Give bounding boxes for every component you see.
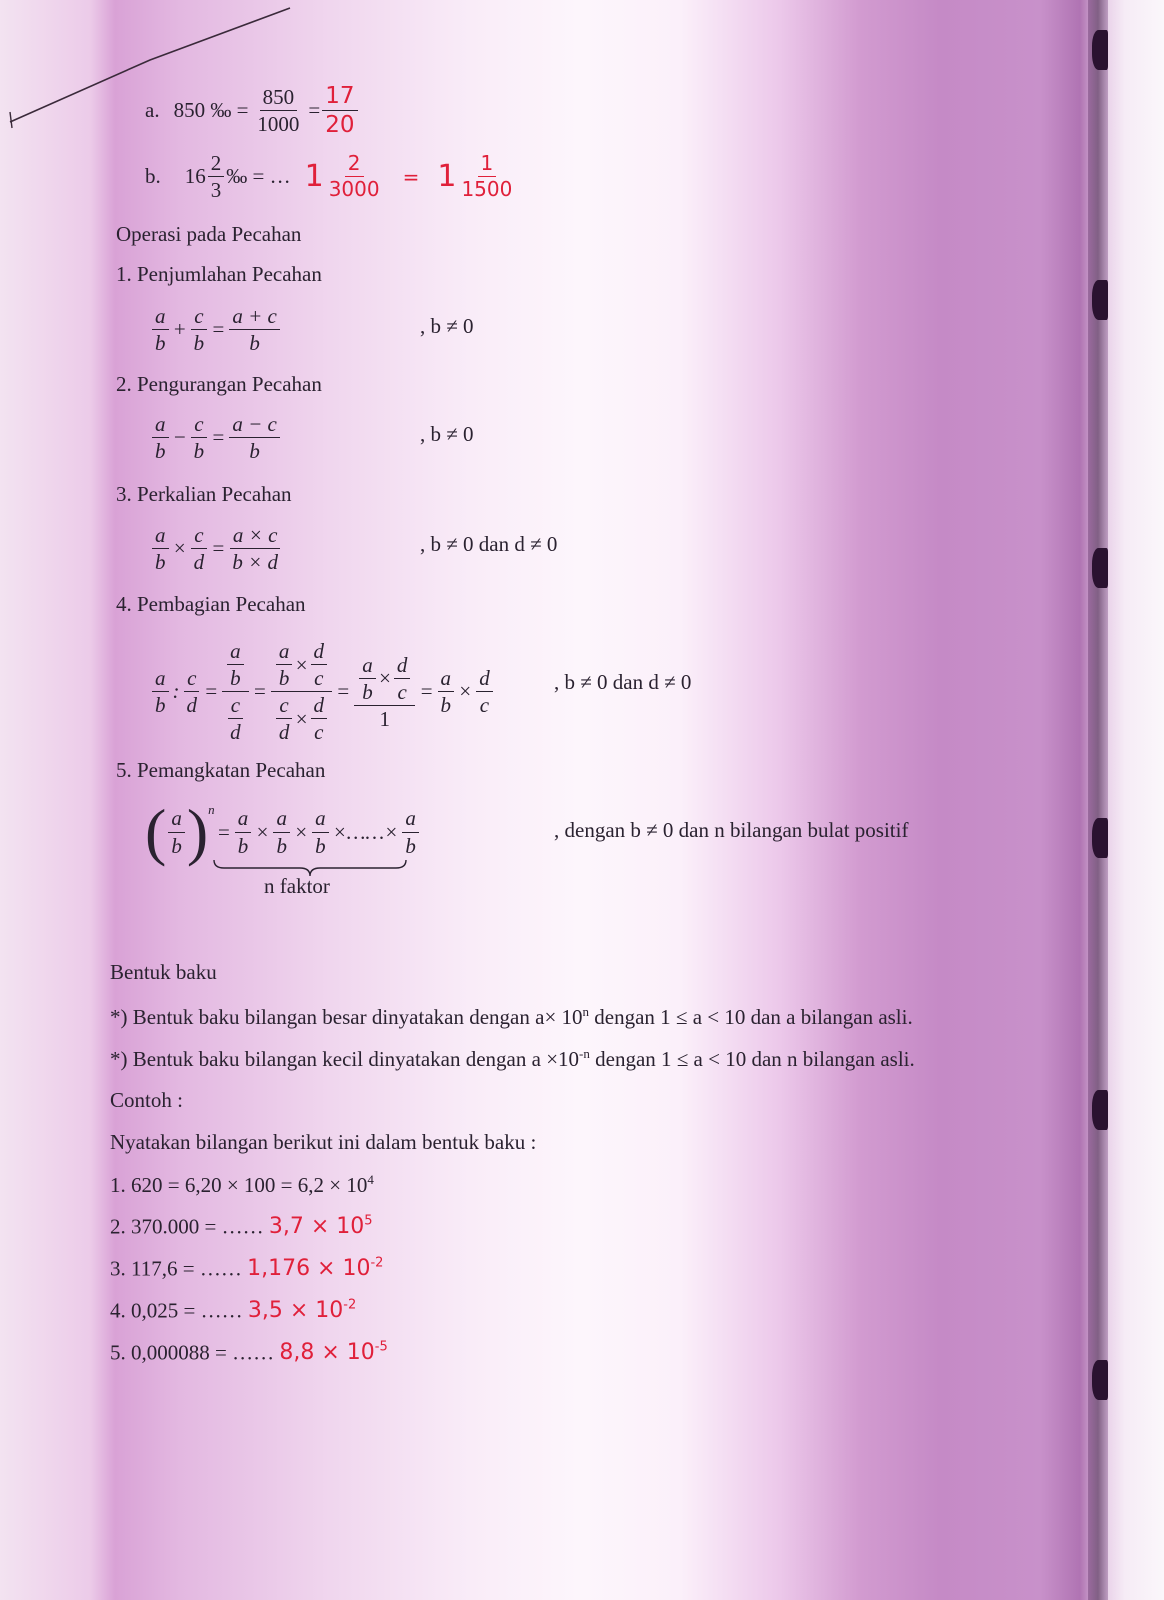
f-d: d bbox=[278, 720, 290, 745]
f-a: a bbox=[273, 807, 290, 832]
item-b-ans2-num: 1 bbox=[478, 153, 497, 177]
bentuk-line1-c: dengan 1 ≤ a < 10 dan a bilangan asli. bbox=[589, 1005, 913, 1029]
item-b bbox=[145, 152, 517, 201]
item-b-den: 3 bbox=[210, 178, 222, 203]
example-2-answer-sup: 5 bbox=[364, 1214, 373, 1229]
bentuk-line2 bbox=[110, 1046, 915, 1072]
binder-hole-5 bbox=[1092, 1090, 1108, 1130]
f-times: × bbox=[172, 536, 187, 561]
op3-cond: , b ≠ 0 dan d ≠ 0 bbox=[420, 532, 558, 556]
op5-formula bbox=[145, 796, 421, 867]
example-1-sup: 4 bbox=[367, 1172, 374, 1187]
f-d: d bbox=[394, 654, 411, 679]
f-minus: − bbox=[172, 425, 187, 450]
item-a-label: a. bbox=[145, 98, 160, 123]
f-eq: = bbox=[211, 536, 226, 561]
item-b-ans1-den: 3000 bbox=[328, 177, 380, 202]
example-1 bbox=[110, 1172, 374, 1198]
f-b: b bbox=[237, 833, 249, 858]
item-a-num: 850 bbox=[260, 86, 298, 111]
item-b-num: 2 bbox=[208, 152, 225, 177]
f-a: a bbox=[227, 640, 244, 665]
binder-hole-4 bbox=[1092, 818, 1108, 858]
example-1-q: 1. 620 = 6,20 × 100 = 6,2 × 10 bbox=[110, 1173, 368, 1197]
example-3-q: 3. 117,6 = …… bbox=[110, 1256, 242, 1281]
f-a: a bbox=[312, 807, 329, 832]
example-3-answer-sup: -2 bbox=[370, 1256, 384, 1271]
f-c: c bbox=[184, 667, 199, 692]
f-a: a bbox=[276, 640, 293, 665]
example-2 bbox=[110, 1214, 373, 1239]
f-eq: = bbox=[211, 425, 226, 450]
f-c: c bbox=[191, 524, 206, 549]
op2-cond: , b ≠ 0 bbox=[420, 422, 474, 446]
binder-hole-1 bbox=[1092, 30, 1108, 70]
f-times: × bbox=[293, 819, 309, 844]
example-5-answer-sup: -5 bbox=[374, 1340, 388, 1355]
f-a: a bbox=[359, 654, 376, 679]
example-4-answer: 3,5 × 10 bbox=[247, 1298, 344, 1324]
example-2-q: 2. 370.000 = …… bbox=[110, 1214, 264, 1239]
f-b: b bbox=[249, 439, 260, 464]
f-a: a bbox=[438, 667, 455, 692]
bentuk-line1 bbox=[110, 1004, 913, 1030]
item-a bbox=[145, 84, 360, 137]
bentuk-line1-a: *) Bentuk baku bilangan besar dinyatakan dengan a bbox=[110, 1005, 545, 1029]
f-d: d bbox=[230, 720, 241, 745]
example-3 bbox=[110, 1256, 383, 1281]
f-a: a bbox=[152, 667, 169, 692]
f-eq: = bbox=[216, 819, 231, 844]
op1-formula bbox=[150, 305, 282, 354]
f-b: b bbox=[278, 666, 290, 691]
example-4-q: 4. 0,025 = …… bbox=[110, 1298, 243, 1323]
f-a: a bbox=[402, 807, 419, 832]
f-c: c bbox=[191, 305, 206, 330]
f-one: 1 bbox=[379, 706, 391, 731]
f-b: b bbox=[193, 331, 205, 356]
f-d: d bbox=[193, 550, 205, 575]
op4-cond: , b ≠ 0 dan d ≠ 0 bbox=[554, 670, 692, 694]
bentuk-line2-a: *) Bentuk baku bilangan kecil dinyatakan dengan a bbox=[110, 1047, 547, 1071]
f-b: b bbox=[171, 833, 182, 858]
f-d: d bbox=[311, 694, 328, 719]
item-b-tail: ‰ = … bbox=[226, 164, 291, 189]
op1-title: 1. Penjumlahan Pecahan bbox=[116, 262, 322, 286]
f-b: b bbox=[155, 331, 166, 356]
f-c: c bbox=[191, 413, 206, 438]
contoh-label: Contoh : bbox=[110, 1088, 183, 1112]
example-4 bbox=[110, 1298, 356, 1323]
f-diff-num: a − c bbox=[229, 413, 280, 438]
item-a-answer-den: 20 bbox=[325, 112, 355, 139]
example-4-answer-sup: -2 bbox=[343, 1298, 357, 1313]
item-a-eq: = bbox=[308, 98, 321, 123]
f-prod-den: b × d bbox=[232, 550, 279, 575]
brace-label: n faktor bbox=[264, 874, 330, 898]
f-b: b bbox=[362, 679, 373, 704]
f-b: b bbox=[155, 693, 166, 718]
f-times: × bbox=[255, 819, 270, 844]
op4-title: 4. Pembagian Pecahan bbox=[116, 592, 306, 616]
f-c: c bbox=[228, 694, 243, 719]
f-plus: + bbox=[172, 317, 187, 342]
binder-hole-3 bbox=[1092, 548, 1108, 588]
example-5-q: 5. 0,000088 = …… bbox=[110, 1340, 275, 1365]
example-3-answer: 1,176 × 10 bbox=[247, 1256, 371, 1282]
bentuk-line2-sup: -n bbox=[579, 1046, 590, 1061]
heading-operasi: Operasi pada Pecahan bbox=[116, 222, 302, 246]
op2-formula bbox=[150, 413, 282, 462]
item-b-ans1-num: 2 bbox=[345, 153, 364, 177]
f-times: × bbox=[458, 679, 473, 704]
op4-formula bbox=[150, 640, 495, 743]
f-b: b bbox=[405, 833, 416, 858]
op5-cond: , dengan b ≠ 0 dan n bilangan bulat positif bbox=[554, 818, 909, 842]
f-c: c bbox=[276, 694, 291, 719]
f-d: d bbox=[186, 693, 197, 718]
op5-title: 5. Pemangkatan Pecahan bbox=[116, 758, 326, 782]
item-b-label: b. bbox=[145, 164, 161, 189]
f-eq: = bbox=[204, 679, 219, 704]
f-a: a bbox=[152, 524, 169, 549]
example-5-answer: 8,8 × 10 bbox=[279, 1340, 375, 1366]
op1-cond: , b ≠ 0 bbox=[420, 314, 474, 338]
f-c: c bbox=[397, 679, 407, 704]
f-eq: = bbox=[419, 679, 434, 704]
item-a-den: 1000 bbox=[257, 112, 300, 137]
f-exponent-n: n bbox=[208, 802, 215, 817]
paren-right: ) bbox=[186, 796, 209, 867]
f-colon: : bbox=[172, 679, 180, 704]
instruction: Nyatakan bilangan berikut ini dalam bentuk baku : bbox=[110, 1130, 537, 1154]
example-5 bbox=[110, 1340, 388, 1365]
f-b: b bbox=[440, 693, 452, 718]
op3-formula bbox=[150, 524, 283, 573]
item-b-whole: 16 bbox=[184, 164, 206, 189]
f-times: × bbox=[294, 706, 309, 731]
paren-left: ( bbox=[145, 796, 167, 867]
f-d: d bbox=[476, 667, 493, 692]
f-dots: ×……× bbox=[332, 819, 399, 844]
binder-hole-6 bbox=[1092, 1360, 1108, 1400]
f-times: × bbox=[377, 666, 392, 691]
f-eq: = bbox=[252, 679, 267, 704]
bentuk-line2-c: dengan 1 ≤ a < 10 dan n bilangan asli. bbox=[589, 1047, 915, 1071]
f-times: × bbox=[294, 652, 309, 677]
op3-title: 3. Perkalian Pecahan bbox=[116, 482, 292, 506]
f-b: b bbox=[193, 439, 205, 464]
f-b: b bbox=[155, 550, 166, 575]
op2-title: 2. Pengurangan Pecahan bbox=[116, 372, 322, 396]
bentuk-line2-b: ×10 bbox=[546, 1047, 580, 1071]
item-a-left: 850 ‰ = bbox=[173, 98, 249, 123]
f-a: a bbox=[235, 807, 252, 832]
f-c: c bbox=[314, 720, 324, 745]
bentuk-heading: Bentuk baku bbox=[110, 960, 217, 984]
f-b: b bbox=[230, 666, 241, 691]
bentuk-line1-sup: n bbox=[582, 1004, 590, 1019]
bentuk-line1-b: × 10 bbox=[544, 1005, 583, 1029]
f-b: b bbox=[315, 833, 326, 858]
f-b: b bbox=[276, 833, 287, 858]
f-b: b bbox=[249, 331, 260, 356]
binder-hole-2 bbox=[1092, 280, 1108, 320]
f-d: d bbox=[311, 640, 328, 665]
item-b-ans2-whole: 1 bbox=[437, 159, 457, 195]
item-a-answer-num: 17 bbox=[322, 84, 357, 111]
f-eq: = bbox=[211, 317, 226, 342]
item-b-ans-eq: = bbox=[402, 164, 420, 189]
f-c: c bbox=[314, 666, 324, 691]
f-a: a bbox=[152, 305, 169, 330]
f-a: a bbox=[168, 807, 185, 832]
f-b: b bbox=[155, 439, 166, 464]
f-eq: = bbox=[336, 679, 351, 704]
f-prod-num: a × c bbox=[230, 524, 281, 549]
f-c: c bbox=[479, 693, 490, 718]
example-2-answer: 3,7 × 10 bbox=[268, 1214, 365, 1240]
item-b-ans1-whole: 1 bbox=[304, 159, 324, 195]
item-b-ans2-den: 1500 bbox=[461, 177, 513, 202]
f-a: a bbox=[152, 413, 169, 438]
f-sum-num: a + c bbox=[229, 305, 280, 330]
